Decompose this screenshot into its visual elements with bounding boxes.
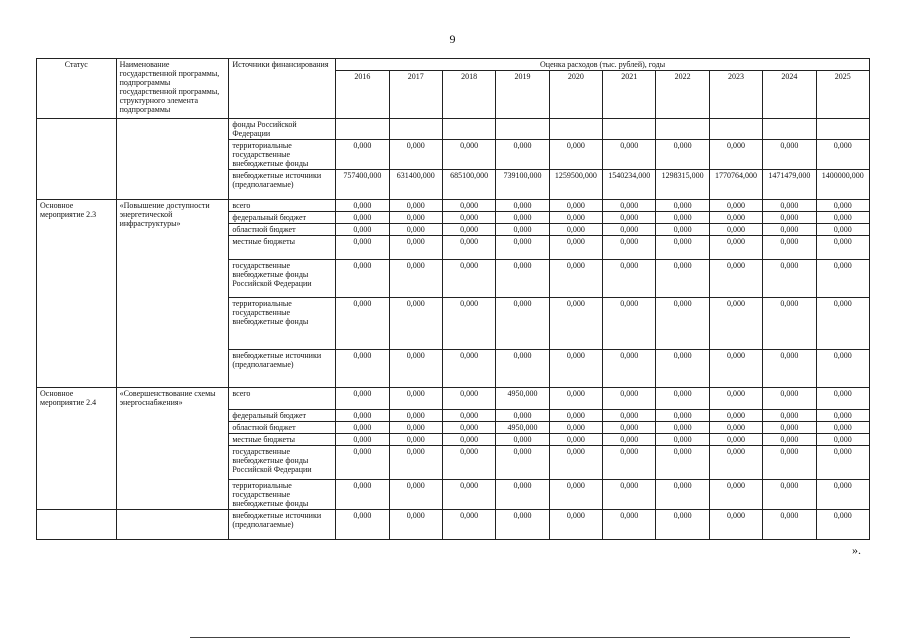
value-cell [709,119,762,140]
name-cell: «Повышение доступности энергетической инфраструктуры» [116,200,229,388]
value-cell: 0,000 [656,200,709,212]
value-cell: 0,000 [816,212,870,224]
table-row [37,119,870,140]
value-cell: 0,000 [603,434,656,446]
value-cell: 0,000 [603,236,656,260]
value-cell: 0,000 [442,510,495,540]
value-cell: 0,000 [496,298,549,350]
value-cell: 0,000 [763,260,816,298]
value-cell: 0,000 [549,298,602,350]
value-cell: 0,000 [549,260,602,298]
value-cell: 0,000 [816,350,870,388]
value-cell: 0,000 [549,480,602,510]
value-cell: 0,000 [496,350,549,388]
value-cell: 0,000 [816,224,870,236]
header-row [37,59,870,71]
value-cell: 0,000 [709,422,762,434]
value-cell: 0,000 [389,200,442,212]
value-cell: 0,000 [549,446,602,480]
value-cell: 0,000 [336,422,389,434]
value-cell: 0,000 [336,446,389,480]
value-cell: 0,000 [389,434,442,446]
value-cell: 1400000,000 [816,170,870,200]
value-cell: 0,000 [496,260,549,298]
value-cell: 1770764,000 [709,170,762,200]
value-cell: 0,000 [603,388,656,410]
value-cell: 1540234,000 [603,170,656,200]
value-cell: 0,000 [763,212,816,224]
status-cell: Основное мероприятие 2.3 [37,200,117,388]
value-cell: 0,000 [442,260,495,298]
value-cell: 0,000 [763,434,816,446]
value-cell: 0,000 [816,388,870,410]
value-cell: 0,000 [389,140,442,170]
year-2020: 2020 [549,71,602,119]
value-cell: 0,000 [603,224,656,236]
year-2023: 2023 [709,71,762,119]
table-row [37,510,870,540]
source-cell: областной бюджет [229,422,336,434]
value-cell: 0,000 [442,200,495,212]
value-cell: 0,000 [656,236,709,260]
value-cell: 0,000 [549,236,602,260]
value-cell: 0,000 [763,140,816,170]
value-cell: 0,000 [336,236,389,260]
value-cell: 0,000 [442,224,495,236]
source-cell: всего [229,388,336,410]
value-cell: 0,000 [709,236,762,260]
source-cell: местные бюджеты [229,434,336,446]
value-cell: 0,000 [709,224,762,236]
value-cell: 0,000 [389,350,442,388]
value-cell: 0,000 [709,388,762,410]
value-cell: 0,000 [496,236,549,260]
value-cell: 0,000 [656,446,709,480]
value-cell: 0,000 [656,510,709,540]
value-cell: 0,000 [603,410,656,422]
year-2022: 2022 [656,71,709,119]
value-cell: 0,000 [763,200,816,212]
value-cell [389,119,442,140]
value-cell: 0,000 [389,224,442,236]
year-2024: 2024 [763,71,816,119]
year-2017: 2017 [389,71,442,119]
expenses-table [36,58,870,540]
value-cell: 0,000 [816,434,870,446]
value-cell: 0,000 [336,140,389,170]
value-cell: 0,000 [763,388,816,410]
value-cell [656,119,709,140]
value-cell: 0,000 [442,298,495,350]
value-cell: 0,000 [816,480,870,510]
value-cell: 0,000 [496,446,549,480]
value-cell: 0,000 [656,260,709,298]
year-2016: 2016 [336,71,389,119]
value-cell: 0,000 [336,480,389,510]
value-cell: 0,000 [816,260,870,298]
value-cell [763,119,816,140]
value-cell: 0,000 [389,212,442,224]
value-cell: 4950,000 [496,422,549,434]
value-cell: 0,000 [389,260,442,298]
value-cell: 0,000 [656,140,709,170]
value-cell: 739100,000 [496,170,549,200]
value-cell: 0,000 [336,434,389,446]
value-cell: 0,000 [816,410,870,422]
value-cell: 0,000 [442,422,495,434]
value-cell: 0,000 [442,236,495,260]
name-cell: «Совершенствование схемы энергоснабжения» [116,388,229,510]
value-cell: 0,000 [389,480,442,510]
value-cell: 0,000 [442,140,495,170]
value-cell: 0,000 [496,140,549,170]
table-row [37,388,870,410]
value-cell: 0,000 [442,446,495,480]
value-cell: 0,000 [763,446,816,480]
value-cell: 0,000 [816,140,870,170]
value-cell: 0,000 [389,388,442,410]
value-cell: 0,000 [763,480,816,510]
header-source: Источники финансирования [229,59,336,119]
value-cell: 0,000 [709,298,762,350]
source-cell: территориальные государственные внебюджетные фонды [229,480,336,510]
value-cell: 0,000 [549,200,602,212]
value-cell: 0,000 [442,350,495,388]
value-cell: 0,000 [496,224,549,236]
source-cell: территориальные государственные внебюджетные фонды [229,298,336,350]
source-cell: федеральный бюджет [229,410,336,422]
value-cell: 0,000 [656,212,709,224]
value-cell: 0,000 [763,224,816,236]
value-cell: 0,000 [709,480,762,510]
value-cell: 0,000 [763,510,816,540]
source-cell: внебюджетные источники (предполагаемые) [229,510,336,540]
source-cell: внебюджетные источники (предполагаемые) [229,170,336,200]
value-cell: 0,000 [656,224,709,236]
source-cell: внебюджетные источники (предполагаемые) [229,350,336,388]
value-cell: 0,000 [763,410,816,422]
value-cell: 0,000 [496,212,549,224]
value-cell [442,119,495,140]
value-cell: 0,000 [549,224,602,236]
value-cell: 0,000 [549,434,602,446]
value-cell: 0,000 [603,212,656,224]
value-cell: 0,000 [442,212,495,224]
value-cell: 0,000 [816,446,870,480]
value-cell: 631400,000 [389,170,442,200]
value-cell: 0,000 [442,388,495,410]
year-2019: 2019 [496,71,549,119]
value-cell: 685100,000 [442,170,495,200]
value-cell: 0,000 [816,422,870,434]
value-cell: 0,000 [763,236,816,260]
value-cell: 0,000 [603,350,656,388]
closing-mark: ». [852,543,861,557]
value-cell: 0,000 [709,260,762,298]
table-row [37,200,870,212]
value-cell: 0,000 [709,434,762,446]
value-cell [549,119,602,140]
status-cell [37,510,117,540]
value-cell: 0,000 [389,298,442,350]
value-cell: 0,000 [603,260,656,298]
value-cell: 757400,000 [336,170,389,200]
value-cell: 0,000 [336,510,389,540]
value-cell: 0,000 [496,200,549,212]
value-cell: 0,000 [336,200,389,212]
header-name: Наименование государственной программы, подпрограммы государственной программы, структурного элемента подпрограммы [116,59,229,119]
value-cell: 0,000 [709,350,762,388]
value-cell: 0,000 [603,298,656,350]
value-cell: 0,000 [336,212,389,224]
value-cell: 0,000 [389,236,442,260]
value-cell [336,119,389,140]
value-cell: 0,000 [656,350,709,388]
value-cell: 0,000 [336,350,389,388]
value-cell: 0,000 [656,298,709,350]
value-cell [496,119,549,140]
value-cell: 0,000 [709,212,762,224]
value-cell: 0,000 [496,410,549,422]
value-cell: 0,000 [549,350,602,388]
value-cell: 0,000 [816,510,870,540]
value-cell: 0,000 [496,434,549,446]
value-cell: 0,000 [709,200,762,212]
source-cell: местные бюджеты [229,236,336,260]
name-cell [116,510,229,540]
header-estimate: Оценка расходов (тыс. рублей), годы [336,59,870,71]
value-cell: 0,000 [603,446,656,480]
value-cell: 0,000 [709,410,762,422]
value-cell [816,119,870,140]
status-cell: Основное мероприятие 2.4 [37,388,117,510]
page-number: 9 [449,32,456,46]
value-cell: 1259500,000 [549,170,602,200]
value-cell: 0,000 [389,422,442,434]
value-cell: 0,000 [603,140,656,170]
source-cell: фонды Российской Федерации [229,119,336,140]
value-cell: 0,000 [549,422,602,434]
value-cell: 0,000 [389,510,442,540]
value-cell: 0,000 [603,480,656,510]
value-cell: 0,000 [709,510,762,540]
value-cell: 0,000 [763,422,816,434]
source-cell: государственные внебюджетные фонды Российской Федерации [229,446,336,480]
source-cell: государственные внебюджетные фонды Российской Федерации [229,260,336,298]
value-cell: 0,000 [763,298,816,350]
value-cell: 0,000 [389,410,442,422]
value-cell: 0,000 [816,236,870,260]
value-cell: 0,000 [336,388,389,410]
value-cell: 0,000 [549,410,602,422]
value-cell: 0,000 [549,510,602,540]
value-cell: 0,000 [656,434,709,446]
value-cell: 0,000 [336,260,389,298]
value-cell: 0,000 [549,388,602,410]
value-cell: 0,000 [496,510,549,540]
value-cell: 0,000 [442,434,495,446]
value-cell: 1471479,000 [763,170,816,200]
value-cell: 0,000 [549,212,602,224]
value-cell: 0,000 [549,140,602,170]
value-cell: 0,000 [816,200,870,212]
value-cell: 0,000 [763,350,816,388]
value-cell [603,119,656,140]
bottom-rule [190,637,850,638]
value-cell: 0,000 [336,410,389,422]
value-cell: 0,000 [389,446,442,480]
value-cell: 4950,000 [496,388,549,410]
value-cell: 0,000 [442,410,495,422]
value-cell: 0,000 [656,410,709,422]
value-cell: 0,000 [603,200,656,212]
value-cell: 0,000 [709,446,762,480]
value-cell: 0,000 [336,298,389,350]
year-2021: 2021 [603,71,656,119]
value-cell: 0,000 [656,388,709,410]
value-cell: 0,000 [709,140,762,170]
value-cell: 0,000 [603,510,656,540]
value-cell: 0,000 [656,480,709,510]
header-status: Статус [37,59,117,119]
source-cell: федеральный бюджет [229,212,336,224]
value-cell: 0,000 [656,422,709,434]
status-cell [37,119,117,200]
year-2025: 2025 [816,71,870,119]
value-cell: 0,000 [816,298,870,350]
source-cell: территориальные государственные внебюджетные фонды [229,140,336,170]
value-cell: 0,000 [336,224,389,236]
value-cell: 0,000 [442,480,495,510]
value-cell: 0,000 [496,480,549,510]
year-2018: 2018 [442,71,495,119]
value-cell: 0,000 [603,422,656,434]
source-cell: всего [229,200,336,212]
value-cell: 1298315,000 [656,170,709,200]
source-cell: областной бюджет [229,224,336,236]
name-cell [116,119,229,200]
